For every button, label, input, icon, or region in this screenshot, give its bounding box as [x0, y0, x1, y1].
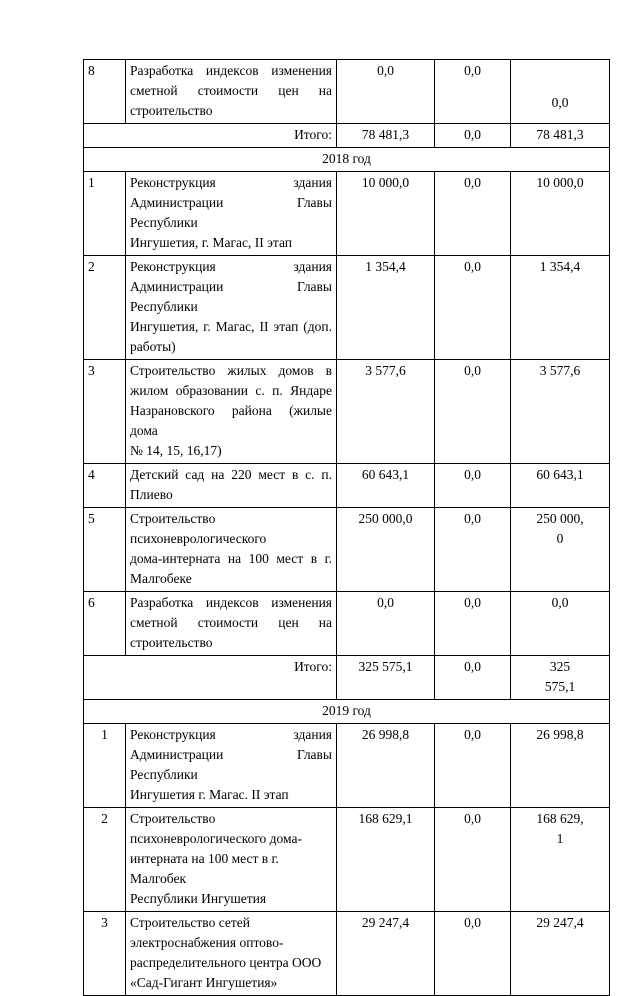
table-row: [84, 172, 610, 256]
row-number: 4: [84, 464, 126, 508]
value-col-2: 0,0: [435, 592, 511, 656]
table-row: [84, 912, 610, 996]
year-row: [84, 148, 610, 172]
row-name: Реконструкция здания Администрации Главы Республики Ингушетия, г. Магас, II этап (доп. работы): [126, 256, 337, 360]
year-row: [84, 700, 610, 724]
table-row: [84, 508, 610, 592]
value-col-3: 10 000,0: [511, 172, 610, 256]
total-col-3: 325 575,1: [511, 656, 610, 700]
value-col-1: 1 354,4: [337, 256, 435, 360]
total-col-2: 0,0: [435, 656, 511, 700]
total-col-1: 325 575,1: [337, 656, 435, 700]
row-number: 3: [84, 912, 126, 996]
value-col-3: 26 998,8: [511, 724, 610, 808]
value-col-1: 250 000,0: [337, 508, 435, 592]
table-row: [84, 808, 610, 912]
row-number: 3: [84, 360, 126, 464]
value-col-1: 26 998,8: [337, 724, 435, 808]
row-name: Разработка индексов изменения сметной стоимости цен на строительство: [126, 592, 337, 656]
table-row: [84, 360, 610, 464]
value-col-2: 0,0: [435, 808, 511, 912]
table-row: [84, 592, 610, 656]
value-col-1: 29 247,4: [337, 912, 435, 996]
year-heading-2018: 2018 год: [84, 148, 610, 172]
value-col-2: 0,0: [435, 360, 511, 464]
value-col-2: 0,0: [435, 724, 511, 808]
value-col-1: 0,0: [337, 592, 435, 656]
row-name: Строительство жилых домов в жилом образовании с. п. Яндаре Назрановского района (жилые дома № 14, 15, 16,17): [126, 360, 337, 464]
value-col-3: 0,0: [511, 60, 610, 124]
row-name: Строительство психоневрологического дома- интерната на 100 мест в г. Малгобек Республики Ингушетия: [126, 808, 337, 912]
row-number: 1: [84, 724, 126, 808]
total-col-3: 78 481,3: [511, 124, 610, 148]
value-col-1: 168 629,1: [337, 808, 435, 912]
row-name: Строительство сетей электроснабжения оптово- распределительного центра ООО «Сад-Гигант Ингушетия»: [126, 912, 337, 996]
table-row: [84, 724, 610, 808]
value-col-3: 250 000, 0: [511, 508, 610, 592]
row-number: 6: [84, 592, 126, 656]
row-name: Строительство психоневрологического дома-интерната на 100 мест в г. Малгобеке: [126, 508, 337, 592]
row-number: 2: [84, 256, 126, 360]
value-col-2: 0,0: [435, 256, 511, 360]
value-col-3: 1 354,4: [511, 256, 610, 360]
value-col-3: 0,0: [511, 592, 610, 656]
value-col-3: 168 629, 1: [511, 808, 610, 912]
row-number: 5: [84, 508, 126, 592]
value-col-3: 3 577,6: [511, 360, 610, 464]
value-col-1: 0,0: [337, 60, 435, 124]
value-col-1: 3 577,6: [337, 360, 435, 464]
value-col-1: 60 643,1: [337, 464, 435, 508]
value-col-2: 0,0: [435, 464, 511, 508]
value-col-2: 0,0: [435, 508, 511, 592]
total-col-1: 78 481,3: [337, 124, 435, 148]
value-col-2: 0,0: [435, 60, 511, 124]
value-col-2: 0,0: [435, 912, 511, 996]
row-name: Реконструкция здания Администрации Главы Республики Ингушетия, г. Магас, II этап: [126, 172, 337, 256]
total-row: [84, 656, 610, 700]
total-row: [84, 124, 610, 148]
table-row: [84, 464, 610, 508]
row-number: 8: [84, 60, 126, 124]
table-row: [84, 60, 610, 124]
budget-table: [83, 59, 610, 996]
row-number: 2: [84, 808, 126, 912]
total-label: Итого:: [84, 124, 337, 148]
row-number: 1: [84, 172, 126, 256]
year-heading-2019: 2019 год: [84, 700, 610, 724]
row-name: Детский сад на 220 мест в с. п. Плиево: [126, 464, 337, 508]
value-col-2: 0,0: [435, 172, 511, 256]
value-col-3: 29 247,4: [511, 912, 610, 996]
value-col-3: 60 643,1: [511, 464, 610, 508]
total-col-2: 0,0: [435, 124, 511, 148]
total-label: Итого:: [84, 656, 337, 700]
row-name: Реконструкция здания Администрации Главы Республики Ингушетия г. Магас. II этап: [126, 724, 337, 808]
row-name: Разработка индексов изменения сметной стоимости цен на строительство: [126, 60, 337, 124]
value-col-1: 10 000,0: [337, 172, 435, 256]
table-row: [84, 256, 610, 360]
